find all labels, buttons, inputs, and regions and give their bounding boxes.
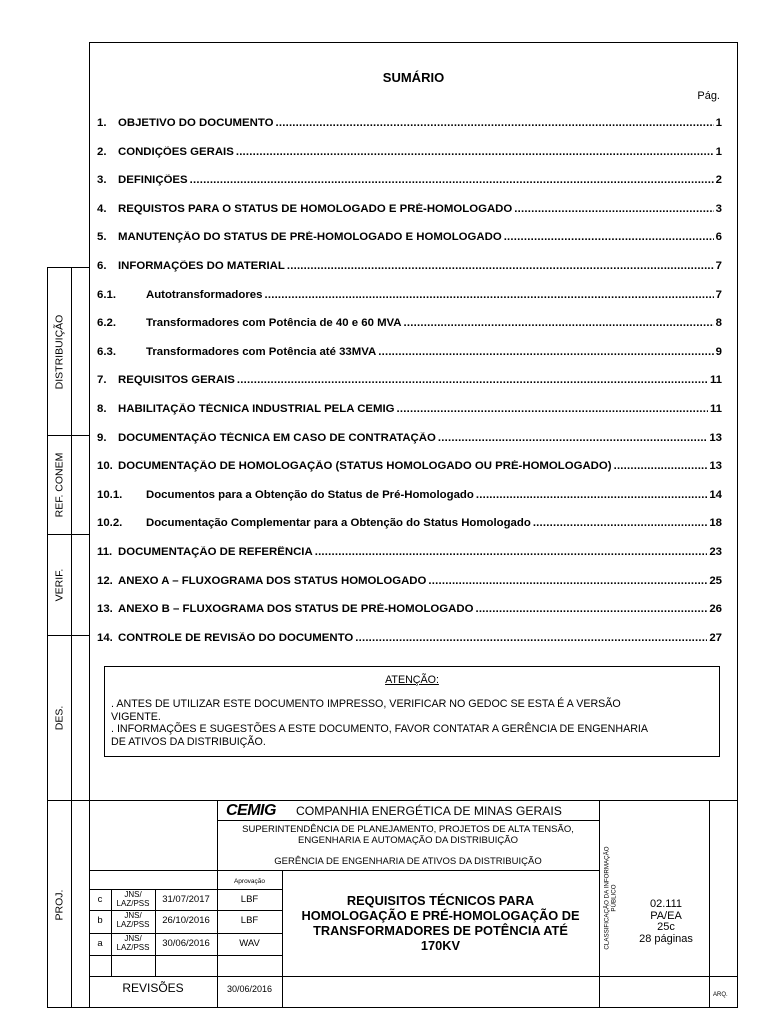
toc-number: 11. <box>97 546 113 558</box>
toc-number: 9. <box>97 431 107 444</box>
toc-entry[interactable] <box>97 575 722 591</box>
revision-letter: c <box>97 894 103 905</box>
sidebar-label-des: DES. <box>53 705 66 730</box>
document-code <box>623 899 709 945</box>
revision-author: LAZ/PSS <box>116 920 150 929</box>
document-pages: 28 páginas <box>639 932 693 945</box>
toc-leader-dots <box>438 432 707 444</box>
toc-leader-dots <box>275 117 713 129</box>
toc-label: DOCUMENTAÇÃO TÉCNICA EM CASO DE CONTRATAÇÃO <box>118 431 436 444</box>
toc-number: 7. <box>97 374 107 387</box>
toc-number: 6.3. <box>97 345 116 358</box>
toc-entry[interactable] <box>97 231 722 247</box>
toc-label: ANEXO A – FLUXOGRAMA DOS STATUS HOMOLOGADO <box>118 574 427 587</box>
revision-approver: LBF <box>240 915 259 926</box>
revision-approver: WAV <box>239 938 260 949</box>
revision-author: JNS/ <box>124 934 142 943</box>
revision-letter: b <box>97 915 103 926</box>
revision-author: LAZ/PSS <box>116 943 150 952</box>
toc-page-number: 9 <box>715 345 722 358</box>
toc-label: ANEXO B – FLUXOGRAMA DOS STATUS DE PRÉ-HOMOLOGADO <box>118 603 474 616</box>
attention-text <box>111 698 713 748</box>
revision-letter: a <box>97 938 103 949</box>
toc-entry[interactable] <box>97 146 722 162</box>
toc-entry[interactable] <box>97 117 722 133</box>
department-line: ENGENHARIA E AUTOMAÇÃO DA DISTRIBUIÇÃO <box>298 835 518 846</box>
toc-entry[interactable] <box>97 517 722 533</box>
page-title: SUMÁRIO <box>382 70 445 85</box>
attention-box <box>104 666 720 757</box>
title-block-line <box>89 870 599 871</box>
sidebar-inner-line <box>71 268 72 1007</box>
toc-number: 12. <box>97 574 113 587</box>
toc-label: Documentos para a Obtenção do Status de Pré-Homologado <box>146 488 474 501</box>
toc-leader-dots <box>190 174 714 186</box>
toc-entry[interactable] <box>97 346 722 362</box>
toc-entry[interactable] <box>97 289 722 305</box>
toc-page-number: 26 <box>709 603 722 616</box>
toc-entry[interactable] <box>97 546 722 562</box>
toc-page-number: 7 <box>715 260 722 272</box>
document-title-line: HOMOLOGAÇÃO E PRÉ-HOMOLOGAÇÃO DE <box>301 908 580 923</box>
toc-page-number: 6 <box>715 231 722 244</box>
toc-number: 4. <box>97 202 107 215</box>
sidebar-label-proj: PROJ. <box>53 889 66 920</box>
title-block <box>89 800 738 1008</box>
toc-number: 14. <box>97 631 113 644</box>
revision-date: 31/07/2017 <box>162 894 210 905</box>
toc-page-number: 13 <box>709 460 722 473</box>
toc-leader-dots <box>287 260 714 272</box>
toc-label: MANUTENÇÃO DO STATUS DE PRÉ-HOMOLOGADO E HOMOLOGADO <box>118 231 502 244</box>
toc-label: REQUISITOS GERAIS <box>118 374 235 387</box>
toc-page-number: 8 <box>715 317 722 330</box>
toc-leader-dots <box>476 489 707 501</box>
arq-label: ARQ. <box>713 992 728 998</box>
toc-page-number: 25 <box>709 574 722 587</box>
toc-number: 10. <box>97 460 113 473</box>
toc-number: 2. <box>97 145 107 158</box>
toc-leader-dots <box>514 203 713 215</box>
revision-author: LAZ/PSS <box>116 899 150 908</box>
toc-page-number: 7 <box>715 288 722 301</box>
department-line: SUPERINTENDÊNCIA DE PLANEJAMENTO, PROJETOS DE ALTA TENSÃO, <box>242 824 574 835</box>
toc-label: DEFINIÇÕES <box>118 174 188 187</box>
revision-approver: LBF <box>240 894 259 905</box>
attention-line: . ANTES DE UTILIZAR ESTE DOCUMENTO IMPRESSO, VERIFICAR NO GEDOC SE ESTA É A VERSÃO <box>111 698 621 710</box>
document-title-line: REQUISITOS TÉCNICOS PARA <box>346 893 535 908</box>
revisoes-date: 30/06/2016 <box>226 984 273 994</box>
toc-label: DOCUMENTAÇÃO DE REFERÊNCIA <box>118 546 313 558</box>
toc-label: REQUISTOS PARA O STATUS DE HOMOLOGADO E PRÉ-HOMOLOGADO <box>118 202 513 215</box>
attention-line: VIGENTE. <box>111 710 161 723</box>
toc-number: 6.1. <box>97 288 116 301</box>
toc-page-number: 27 <box>709 631 722 644</box>
toc-leader-dots <box>504 231 714 243</box>
toc-page-number: 18 <box>709 517 722 530</box>
revisoes-label: REVISÕES <box>122 981 184 995</box>
cemig-logo: CEMIG <box>226 802 276 819</box>
toc-entry[interactable] <box>97 317 722 333</box>
toc-page-number: 11 <box>709 403 722 415</box>
toc-leader-dots <box>428 575 707 587</box>
document-title-line: 170KV <box>420 938 461 953</box>
toc-page-number: 1 <box>715 145 722 158</box>
toc-label: Transformadores com Potência de 40 e 60 MVA <box>146 317 402 330</box>
toc-label: CONDIÇÕES GERAIS <box>118 145 234 158</box>
title-block-top-border <box>89 800 738 801</box>
title-block-line <box>217 820 599 821</box>
toc-leader-dots <box>378 346 713 358</box>
toc-label: OBJETIVO DO DOCUMENTO <box>118 117 274 129</box>
attention-title: ATENÇÃO: <box>385 674 439 686</box>
classificacao-line: PÚBLICO <box>611 884 618 912</box>
sidebar-label-verif: VERIF. <box>53 568 66 601</box>
toc-label: Documentação Complementar para a Obtenção do Status Homologado <box>146 517 531 530</box>
toc-entry[interactable] <box>97 489 722 505</box>
page-column-label: Pág. <box>697 90 720 102</box>
classificacao-line: CLASSIFICAÇÃO DA INFORMAÇÃO <box>604 846 611 950</box>
toc-page-number: 1 <box>715 117 722 129</box>
toc-leader-dots <box>475 603 707 615</box>
document-series: PA/EA <box>650 909 682 922</box>
toc-number: 5. <box>97 231 107 244</box>
toc-entry[interactable] <box>97 432 722 448</box>
document-revision: 25c <box>657 921 675 933</box>
toc-entry[interactable] <box>97 374 722 390</box>
toc-leader-dots <box>533 517 708 529</box>
aprovacao-label: Aprovação <box>233 878 266 885</box>
toc-entry[interactable] <box>97 460 722 476</box>
toc-label: INFORMAÇÕES DO MATERIAL <box>118 260 285 272</box>
attention-line: DE ATIVOS DA DISTRIBUIÇÃO. <box>111 735 266 748</box>
toc-page-number: 11 <box>709 374 722 387</box>
toc-leader-dots <box>355 632 707 644</box>
department <box>217 824 599 846</box>
toc-number: 8. <box>97 403 107 415</box>
toc-page-number: 23 <box>709 546 722 558</box>
toc-entry[interactable] <box>97 174 722 190</box>
toc-entry[interactable] <box>97 403 722 419</box>
toc-leader-dots <box>237 374 708 386</box>
gerencia: GERÊNCIA DE ENGENHARIA DE ATIVOS DA DISTRIBUIÇÃO <box>274 856 542 867</box>
revision-author: JNS/ <box>124 890 142 899</box>
toc-label: Transformadores com Potência até 33MVA <box>146 345 377 358</box>
toc-leader-dots <box>614 460 708 472</box>
toc-entry[interactable] <box>97 603 722 619</box>
toc-page-number: 13 <box>709 431 722 444</box>
left-sidebar <box>47 267 90 1008</box>
toc-page-number: 3 <box>715 202 722 215</box>
document-number: 02.111 <box>649 898 682 910</box>
toc-leader-dots <box>404 317 714 329</box>
toc-number: 6.2. <box>97 317 116 330</box>
toc-page-number: 14 <box>709 488 722 501</box>
toc-number: 10.2. <box>97 517 123 530</box>
revision-date: 30/06/2016 <box>162 938 210 949</box>
toc-number: 3. <box>97 174 107 187</box>
toc-leader-dots <box>236 146 714 158</box>
toc-number: 6. <box>97 260 107 272</box>
document-title-line: TRANSFORMADORES DE POTÊNCIA ATÉ <box>313 923 568 938</box>
toc-leader-dots <box>397 403 708 415</box>
toc-entry[interactable] <box>97 260 722 276</box>
toc-leader-dots <box>264 289 713 301</box>
title-block-line <box>89 955 282 956</box>
toc-label: CONTROLE DE REVISÃO DO DOCUMENTO <box>118 631 354 644</box>
revision-date: 26/10/2016 <box>162 915 210 926</box>
toc-entry[interactable] <box>97 203 722 219</box>
document-title <box>282 893 599 953</box>
toc-number: 13. <box>97 603 113 616</box>
company-name: COMPANHIA ENERGÉTICA DE MINAS GERAIS <box>296 804 562 818</box>
toc-entry[interactable] <box>97 632 722 648</box>
toc-number: 1. <box>97 117 107 129</box>
sidebar-label-distribuicao: DISTRIBUIÇÃO <box>53 314 66 389</box>
toc-number: 10.1. <box>97 488 123 501</box>
toc-leader-dots <box>315 546 708 558</box>
toc-label: DOCUMENTAÇÃO DE HOMOLOGAÇÃO (STATUS HOMOLOGADO OU PRÉ-HOMOLOGADO) <box>118 460 612 473</box>
toc-label: HABILITAÇÃO TÉCNICA INDUSTRIAL PELA CEMIG <box>118 403 395 415</box>
toc-label: Autotransformadores <box>146 288 263 301</box>
sidebar-label-ref-conem: REF. CONEM <box>53 452 66 517</box>
attention-line: . INFORMAÇÕES E SUGESTÕES A ESTE DOCUMENTO, FAVOR CONTATAR A GERÊNCIA DE ENGENHARIA <box>111 723 649 735</box>
title-block-line <box>89 976 738 977</box>
toc-page-number: 2 <box>715 174 722 187</box>
classificacao <box>599 820 623 976</box>
revision-author: JNS/ <box>124 911 142 920</box>
